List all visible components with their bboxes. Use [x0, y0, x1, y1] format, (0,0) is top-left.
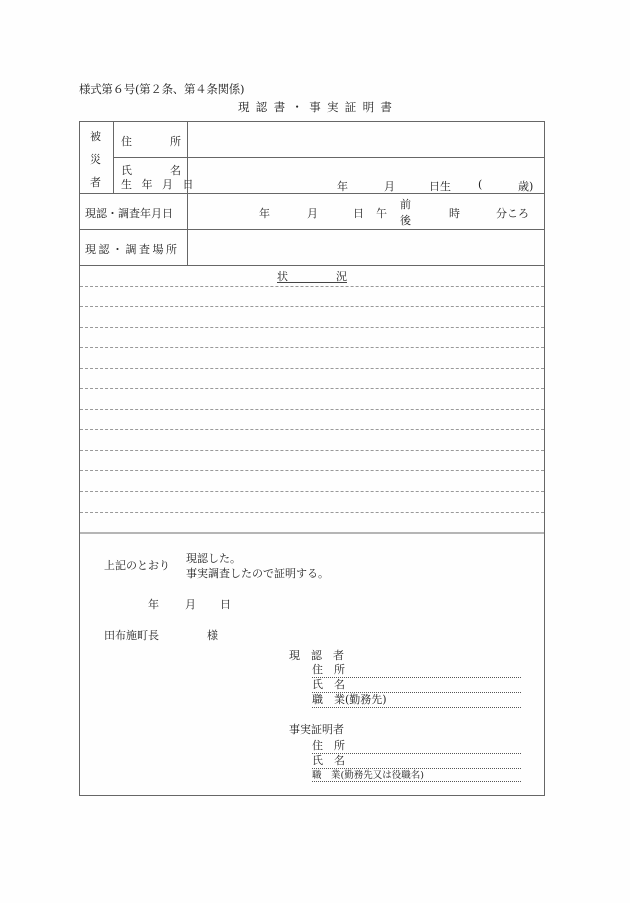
confirm-year-unit: 年 [259, 207, 270, 220]
option-confirmed[interactable]: 現認した。 [186, 552, 241, 565]
victim-label-1: 被 [90, 130, 101, 143]
address-label-right: 所 [170, 135, 181, 148]
confirm-noon-unit: 午 [376, 207, 387, 220]
confirm-day-unit: 日 [353, 207, 364, 220]
cert-month-unit: 月 [185, 598, 196, 611]
situation-line[interactable] [80, 388, 544, 389]
confirm-minute-unit: 分ころ [496, 207, 529, 220]
situation-line[interactable] [80, 450, 544, 451]
honorific: 様 [207, 629, 218, 642]
confirm-pm-option[interactable]: 後 [400, 214, 411, 227]
situation-line[interactable] [80, 409, 544, 410]
situation-line[interactable] [80, 512, 544, 513]
address-label-left: 住 [121, 135, 132, 148]
situation-line[interactable] [80, 470, 544, 471]
situation-heading [277, 268, 347, 283]
row-divider-address [113, 157, 545, 158]
witness-heading: 現 認 者 [289, 649, 344, 662]
name-label-right: 名 [170, 164, 181, 177]
confirm-place-field[interactable] [189, 231, 543, 264]
certifier-name-field[interactable]: 氏 名 [312, 752, 521, 769]
form-number: 様式第６号(第２条、第４条関係) [79, 82, 245, 96]
birth-month-unit: 月 [384, 180, 395, 193]
victim-label-2: 災 [90, 153, 101, 166]
document-title: 現認書・事実証明書 [238, 100, 399, 114]
situation-heading-right: 況 [336, 270, 347, 283]
row-divider-date [79, 229, 545, 230]
victim-address-field[interactable] [189, 123, 543, 156]
situation-line[interactable] [80, 286, 544, 287]
row-divider-name [79, 193, 545, 194]
addressee: 田布施町長 [104, 629, 159, 642]
age-open-paren: ( [478, 178, 483, 191]
confirm-date-label: 現認・調査年月日 [85, 207, 173, 220]
as-above-text: 上記のとおり [104, 559, 170, 572]
situation-line[interactable] [80, 327, 544, 328]
age-unit: 歳) [518, 180, 534, 193]
victim-name-field[interactable] [189, 159, 543, 175]
certifier-occupation-field[interactable]: 職 業(勤務先又は役職名) [312, 767, 521, 782]
situation-line[interactable] [80, 368, 544, 369]
birthdate-label: 生 年 月 日 [121, 178, 197, 191]
certifier-heading: 事実証明者 [289, 723, 344, 736]
witness-occupation-field[interactable]: 職 業(勤務先) [312, 691, 521, 708]
section-separator [80, 532, 544, 534]
confirm-place-label: 現 認 ・ 調 査 場 所 [85, 243, 177, 256]
confirm-am-option[interactable]: 前 [400, 198, 411, 211]
situation-line[interactable] [80, 491, 544, 492]
row-divider-place [79, 265, 545, 266]
witness-name-field[interactable]: 氏 名 [312, 676, 521, 693]
cert-day-unit: 日 [220, 598, 231, 611]
situation-line[interactable] [80, 429, 544, 430]
birth-year-unit: 年 [337, 180, 348, 193]
name-label-left: 氏 [121, 164, 132, 177]
situation-line[interactable] [80, 306, 544, 307]
certifier-address-field[interactable]: 住 所 [312, 737, 521, 754]
victim-label-3: 者 [90, 176, 101, 189]
situation-line[interactable] [80, 347, 544, 348]
confirm-hour-unit: 時 [449, 207, 460, 220]
birth-day-unit: 日生 [429, 180, 451, 193]
witness-address-field[interactable]: 住 所 [312, 661, 521, 678]
cert-year-unit: 年 [148, 598, 159, 611]
option-certified[interactable]: 事実調査したので証明する。 [186, 567, 329, 580]
confirm-month-unit: 月 [307, 207, 318, 220]
situation-heading-left: 状 [277, 270, 288, 283]
